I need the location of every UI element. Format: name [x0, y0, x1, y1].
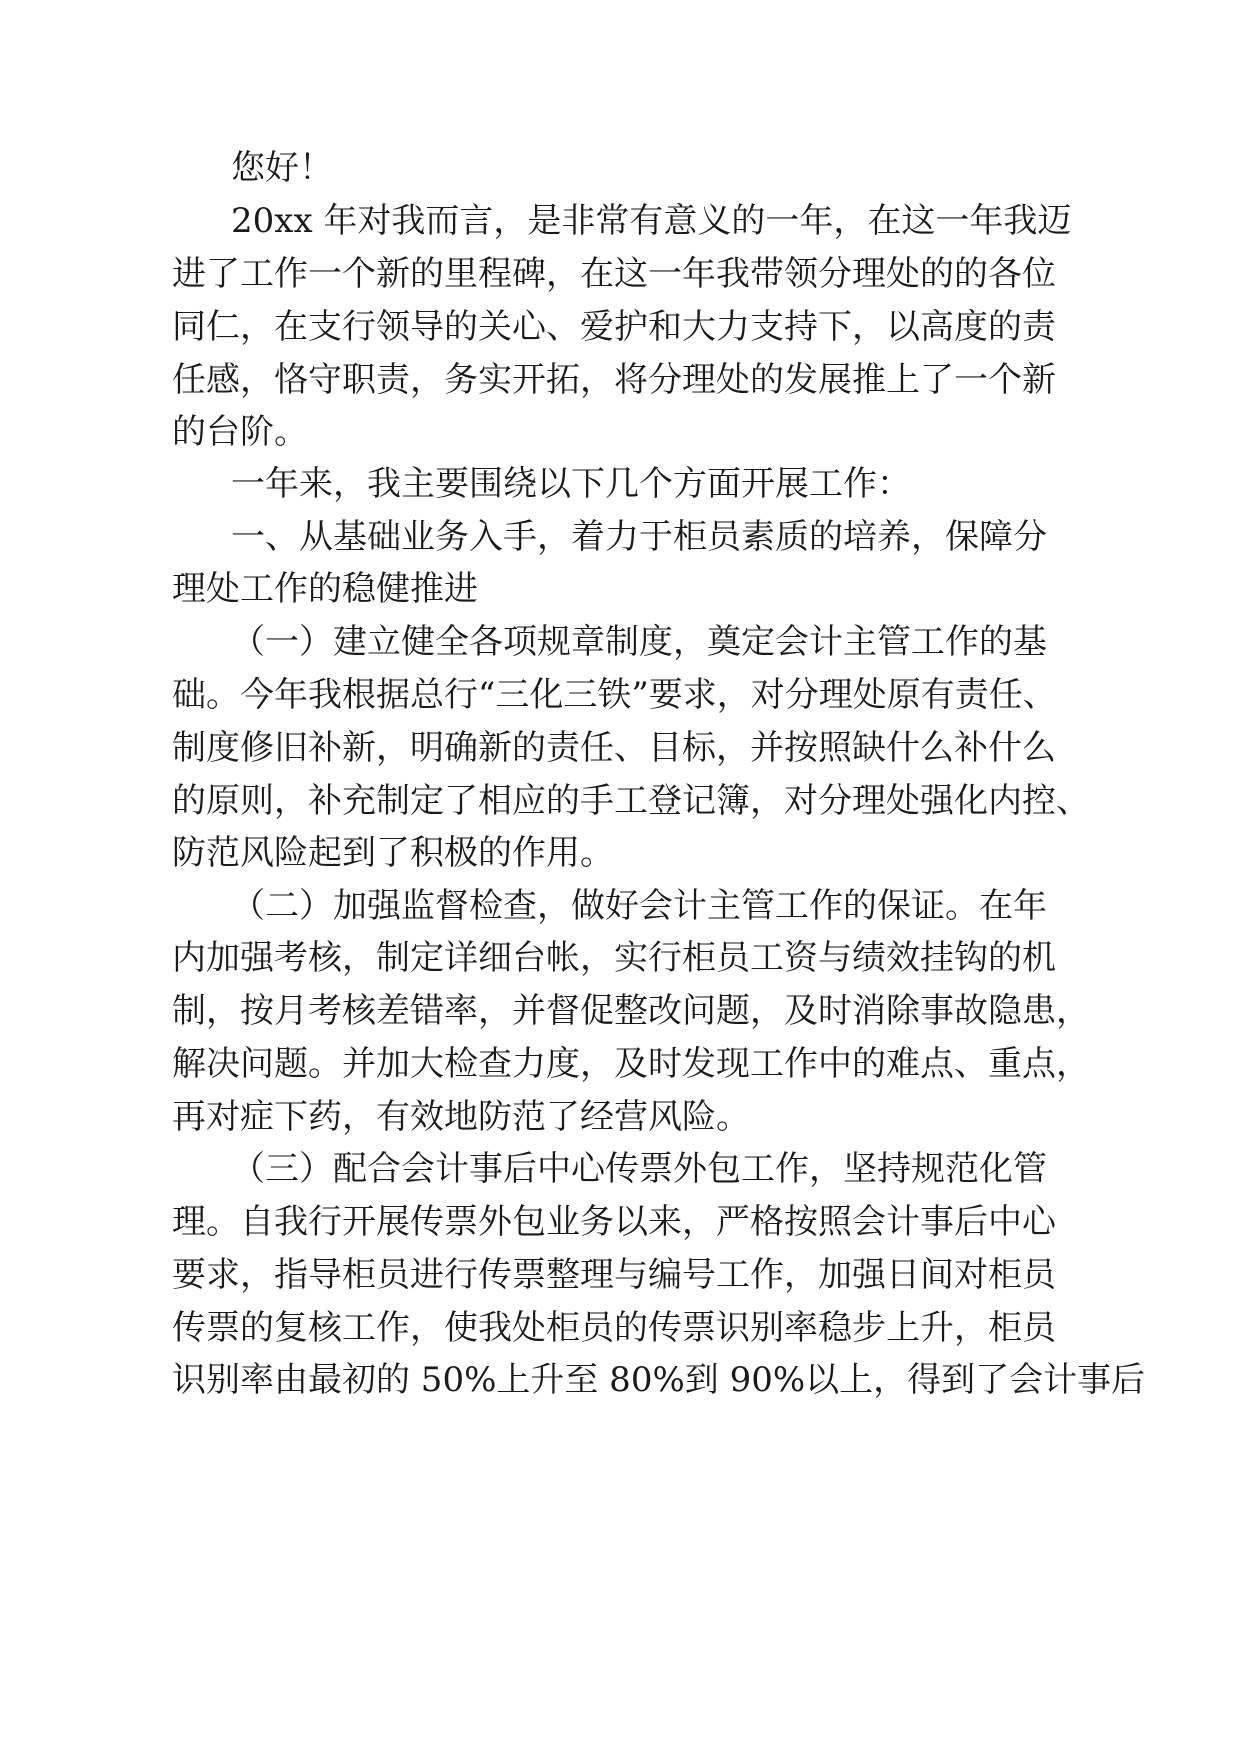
body-line: 同仁，在支行领导的关心、爱护和大力支持下，以高度的责 [172, 307, 1056, 347]
body-line: 制，按月考核差错率，并督促整改问题，及时消除事故隐患， [172, 991, 1090, 1031]
body-line: 要求，指导柜员进行传票整理与编号工作，加强日间对柜员 [172, 1255, 1056, 1295]
body-line: （二）加强监督检查，做好会计主管工作的保证。在年 [231, 886, 1047, 926]
body-line: 一年来，我主要围绕以下几个方面开展工作： [231, 464, 911, 504]
body-line: 的原则，补充制定了相应的手工登记簿，对分理处强化内控、 [172, 781, 1090, 821]
body-line: 您好！ [231, 148, 333, 188]
body-line: （一）建立健全各项规章制度，奠定会计主管工作的基 [231, 622, 1047, 662]
body-line: 进了工作一个新的里程碑，在这一年我带领分理处的的各位 [172, 254, 1056, 294]
body-line: （三）配合会计事后中心传票外包工作，坚持规范化管 [231, 1149, 1047, 1189]
body-line: 防范风险起到了积极的作用。 [172, 833, 614, 873]
body-line: 解决问题。并加大检查力度，及时发现工作中的难点、重点， [172, 1044, 1090, 1084]
body-line: 制度修旧补新，明确新的责任、目标，并按照缺什么补什么 [172, 728, 1056, 768]
body-line: 传票的复核工作，使我处柜员的传票识别率稳步上升，柜员 [172, 1308, 1056, 1348]
body-line: 理。自我行开展传票外包业务以来，严格按照会计事后中心 [172, 1202, 1056, 1242]
body-line: 础。今年我根据总行“三化三铁”要求，对分理处原有责任、 [172, 675, 1057, 715]
body-line: 再对症下药，有效地防范了经营风险。 [172, 1097, 750, 1137]
body-line: 20xx 年对我而言，是非常有意义的一年，在这一年我迈 [231, 201, 1072, 241]
body-line: 的台阶。 [172, 412, 308, 452]
body-line: 理处工作的稳健推进 [172, 569, 478, 609]
body-line: 任感，恪守职责，务实开拓，将分理处的发展推上了一个新 [172, 360, 1056, 400]
body-line: 识别率由最初的 50%上升至 80%到 90%以上，得到了会计事后 [172, 1360, 1146, 1400]
body-line: 内加强考核，制定详细台帐，实行柜员工资与绩效挂钩的机 [172, 938, 1056, 978]
body-line: 一、从基础业务入手，着力于柜员素质的培养，保障分 [231, 517, 1047, 557]
